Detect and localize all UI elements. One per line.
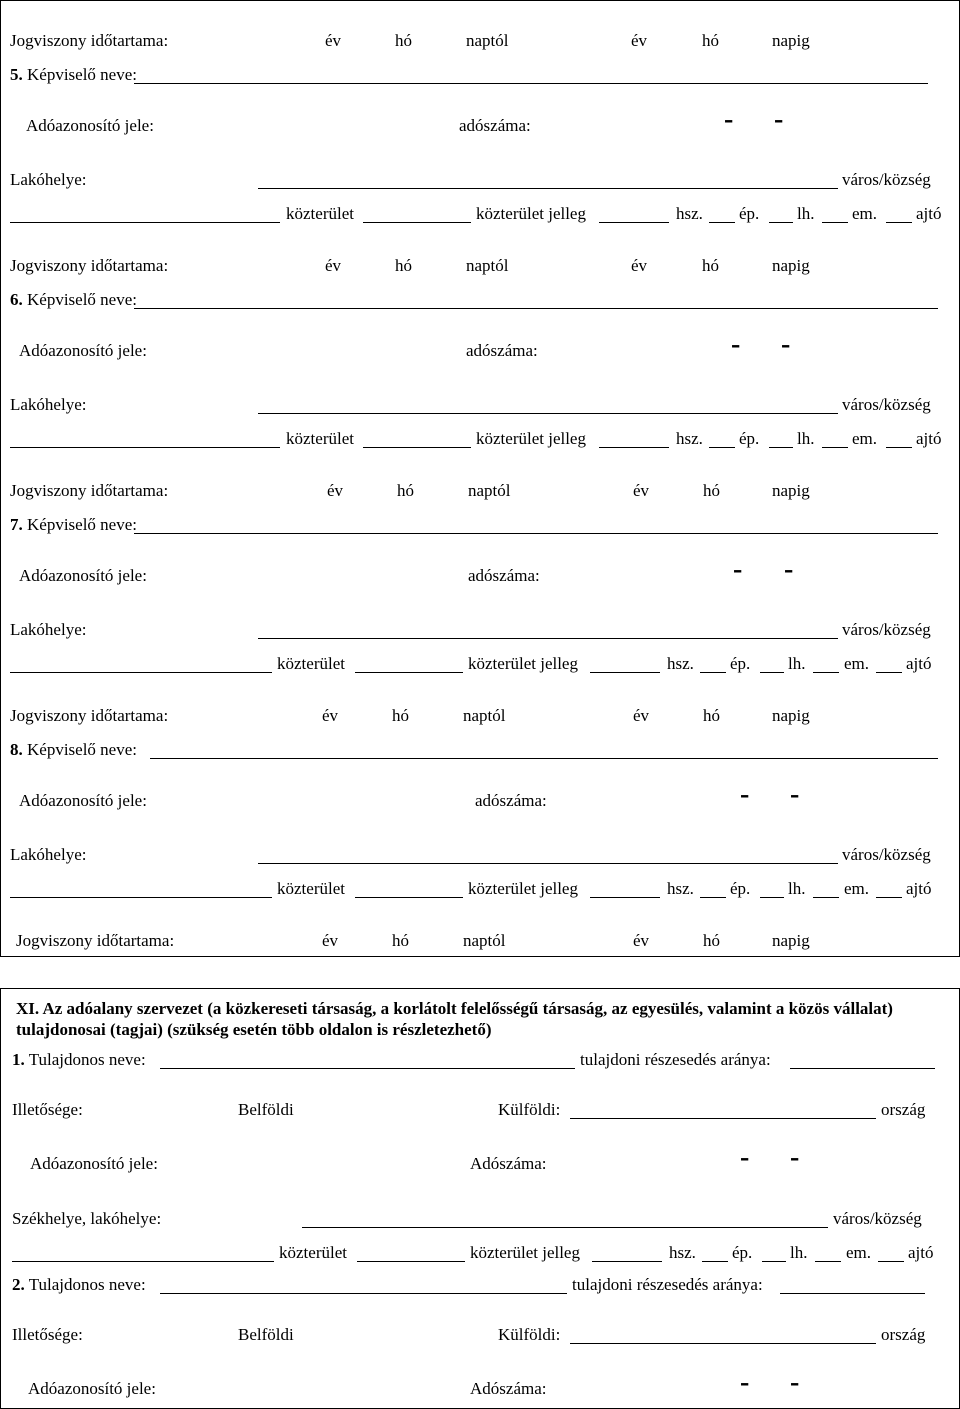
kulfoldi-label: Külföldi: [498,1100,561,1119]
ho-label: hó [395,256,412,275]
ajto-label: ajtó [916,429,942,448]
illetosege-label: Illetősége: [12,1100,83,1119]
ep-input[interactable] [702,1261,728,1262]
ajto-input[interactable] [878,1261,904,1262]
jogviszony-label: Jogviszony időtartama: [10,31,169,50]
dash: - [724,104,734,135]
lh-input[interactable] [760,897,784,898]
ho-label: hó [703,706,720,725]
ev-label: év [633,706,650,725]
jogviszony-label: Jogviszony időtartama: [10,706,169,725]
ajto-label: ajtó [906,654,932,673]
owner-number: 2. [12,1275,25,1294]
kozterulet-label: közterület [286,204,354,223]
ajto-input[interactable] [876,672,902,673]
lakohelye-label: Lakóhelye: [10,620,87,639]
ep-label: ép. [732,1243,753,1262]
kozterulet-label: közterület [277,654,345,673]
dash: - [740,779,750,810]
adoszama-label: adószáma: [475,791,547,810]
kozterulet-input[interactable] [12,1261,274,1262]
lh-input[interactable] [760,672,784,673]
naptol-label: naptól [466,31,509,50]
ev-label: év [325,31,342,50]
adoszama-label: adószáma: [459,116,531,135]
varos-input[interactable] [258,188,838,189]
adoszama-label: Adószáma: [470,1379,547,1398]
lh-label: lh. [788,654,806,673]
ev-label: év [633,481,650,500]
lh-input[interactable] [762,1261,786,1262]
rep-6-name-label: 6. Képviselő neve: [10,290,137,309]
kozterulet-jelleg-input[interactable] [355,897,463,898]
belfoldi-option[interactable]: Belföldi [238,1325,294,1344]
ep-input[interactable] [700,897,726,898]
szekhelye-label: Székhelye, lakóhelye: [12,1209,162,1228]
dash: - [784,554,794,585]
napig-label: napig [772,931,810,950]
em-input[interactable] [822,222,848,223]
owner-1-name-input[interactable] [160,1068,575,1069]
ep-label: ép. [730,879,751,898]
kozterulet-jelleg-label: közterület jelleg [476,204,586,223]
varos-label: város/község [842,395,931,414]
ev-label: év [631,256,648,275]
ev-label: év [325,256,342,275]
napig-label: napig [772,706,810,725]
lh-label: lh. [788,879,806,898]
rep-number: 6. [10,290,23,309]
varos-input[interactable] [258,413,838,414]
lh-label: lh. [790,1243,808,1262]
kozterulet-jelleg-label: közterület jelleg [470,1243,580,1262]
ho-label: hó [392,931,409,950]
napig-label: napig [772,31,810,50]
hsz-label: hsz. [676,204,703,223]
em-label: em. [844,654,870,673]
lakohelye-label: Lakóhelye: [10,845,87,864]
orszag-input[interactable] [570,1118,876,1119]
naptol-label: naptól [468,481,511,500]
em-input[interactable] [815,1261,841,1262]
em-label: em. [852,429,878,448]
orszag-label: ország [881,1325,926,1344]
ho-label: hó [702,31,719,50]
varos-label: város/község [842,620,931,639]
orszag-label: ország [881,1100,926,1119]
ev-label: év [322,706,339,725]
kozterulet-jelleg-input[interactable] [357,1261,465,1262]
rep-8-name-input[interactable] [150,758,938,759]
varos-input[interactable] [258,638,838,639]
kozterulet-label: közterület [277,879,345,898]
kozterulet-jelleg-input[interactable] [355,672,463,673]
rep-5-name-label: 5. Képviselő neve: [10,65,137,84]
dash: - [733,554,743,585]
ep-input[interactable] [700,672,726,673]
rep-5-name-input[interactable] [134,83,928,84]
dash: - [790,1142,800,1173]
dash: - [790,1367,800,1398]
owner-2-name-input[interactable] [160,1293,567,1294]
kozterulet-jelleg-label: közterület jelleg [468,654,578,673]
jogviszony-label: Jogviszony időtartama: [10,481,169,500]
ep-label: ép. [739,429,760,448]
naptol-label: naptól [463,931,506,950]
varos-label: város/község [833,1209,922,1228]
rep-number: 5. [10,65,23,84]
varos-label: város/község [842,170,931,189]
adoazonosito-label: Adóazonosító jele: [19,341,147,360]
em-input[interactable] [822,447,848,448]
lh-input[interactable] [769,447,793,448]
dash: - [781,329,791,360]
hsz-label: hsz. [676,429,703,448]
hsz-input[interactable] [592,1261,662,1262]
owner-1-name-label: 1. Tulajdonos neve: [12,1050,146,1069]
em-label: em. [852,204,878,223]
kozterulet-input[interactable] [10,447,280,448]
belfoldi-option[interactable]: Belföldi [238,1100,294,1119]
naptol-label: naptól [466,256,509,275]
varos-input[interactable] [302,1227,828,1228]
dash: - [790,779,800,810]
dash: - [731,329,741,360]
napig-label: napig [772,256,810,275]
jogviszony-label: Jogviszony időtartama: [16,931,175,950]
section-xi-heading [16,998,936,1040]
varos-label: város/község [842,845,931,864]
reszesedes-input[interactable] [780,1293,925,1294]
adoazonosito-label: Adóazonosító jele: [19,791,147,810]
kozterulet-jelleg-label: közterület jelleg [476,429,586,448]
adoazonosito-label: Adóazonosító jele: [30,1154,158,1173]
adoazonosito-label: Adóazonosító jele: [26,116,154,135]
ev-label: év [631,31,648,50]
ep-input[interactable] [709,222,735,223]
ep-label: ép. [739,204,760,223]
hsz-input[interactable] [599,222,669,223]
ho-label: hó [392,706,409,725]
kulfoldi-label: Külföldi: [498,1325,561,1344]
hsz-input[interactable] [599,447,669,448]
naptol-label: naptól [463,706,506,725]
rep-7-name-input[interactable] [134,533,938,534]
ev-label: év [633,931,650,950]
section-title: Az adóalany szervezet (a közkereseti társaság, a korlátolt felelősségű társaság, az egyesülés, valamint a közös vállalat) tulajdonosai (tagjai) (szükség esetén több oldalon is részletezhető) [16,999,893,1039]
hsz-label: hsz. [667,879,694,898]
ajto-label: ajtó [916,204,942,223]
rep-6-name-input[interactable] [134,308,938,309]
lakohelye-label: Lakóhelye: [10,395,87,414]
rep-number: 7. [10,515,23,534]
lh-label: lh. [797,429,815,448]
hsz-label: hsz. [669,1243,696,1262]
adoazonosito-label: Adóazonosító jele: [19,566,147,585]
ho-label: hó [395,31,412,50]
kozterulet-label: közterület [279,1243,347,1262]
kozterulet-jelleg-input[interactable] [363,447,471,448]
ajto-label: ajtó [908,1243,934,1262]
jogviszony-label: Jogviszony időtartama: [10,256,169,275]
ho-label: hó [397,481,414,500]
adoszama-label: adószáma: [468,566,540,585]
ev-label: év [327,481,344,500]
dash: - [740,1142,750,1173]
adoazonosito-label: Adóazonosító jele: [28,1379,156,1398]
em-input[interactable] [813,672,839,673]
varos-input[interactable] [258,863,838,864]
ajto-label: ajtó [906,879,932,898]
lakohelye-label: Lakóhelye: [10,170,87,189]
ajto-input[interactable] [876,897,902,898]
lh-input[interactable] [769,222,793,223]
ho-label: hó [702,256,719,275]
ev-label: év [322,931,339,950]
ep-label: ép. [730,654,751,673]
adoszama-label: adószáma: [466,341,538,360]
hsz-input[interactable] [590,672,660,673]
hsz-input[interactable] [590,897,660,898]
kozterulet-input[interactable] [10,672,272,673]
section-numeral: XI. [16,999,40,1018]
ajto-input[interactable] [886,447,912,448]
dash: - [740,1367,750,1398]
kozterulet-input[interactable] [10,222,280,223]
napig-label: napig [772,481,810,500]
rep-7-name-label: 7. Képviselő neve: [10,515,137,534]
kozterulet-jelleg-label: közterület jelleg [468,879,578,898]
dash: - [774,104,784,135]
em-label: em. [844,879,870,898]
tulajdoni-reszesedes-label: tulajdoni részesedés aránya: [572,1275,763,1294]
kozterulet-label: közterület [286,429,354,448]
owner-2-name-label: 2. Tulajdonos neve: [12,1275,146,1294]
reszesedes-input[interactable] [790,1068,935,1069]
orszag-input[interactable] [570,1343,876,1344]
adoszama-label: Adószáma: [470,1154,547,1173]
hsz-label: hsz. [667,654,694,673]
tulajdoni-reszesedes-label: tulajdoni részesedés aránya: [580,1050,771,1069]
em-label: em. [846,1243,872,1262]
ep-input[interactable] [709,447,735,448]
ho-label: hó [703,481,720,500]
em-input[interactable] [813,897,839,898]
kozterulet-jelleg-input[interactable] [363,222,471,223]
ho-label: hó [703,931,720,950]
owner-number: 1. [12,1050,25,1069]
rep-number: 8. [10,740,23,759]
illetosege-label: Illetősége: [12,1325,83,1344]
ajto-input[interactable] [886,222,912,223]
lh-label: lh. [797,204,815,223]
kozterulet-input[interactable] [10,897,272,898]
rep-8-name-label: 8. Képviselő neve: [10,740,137,759]
